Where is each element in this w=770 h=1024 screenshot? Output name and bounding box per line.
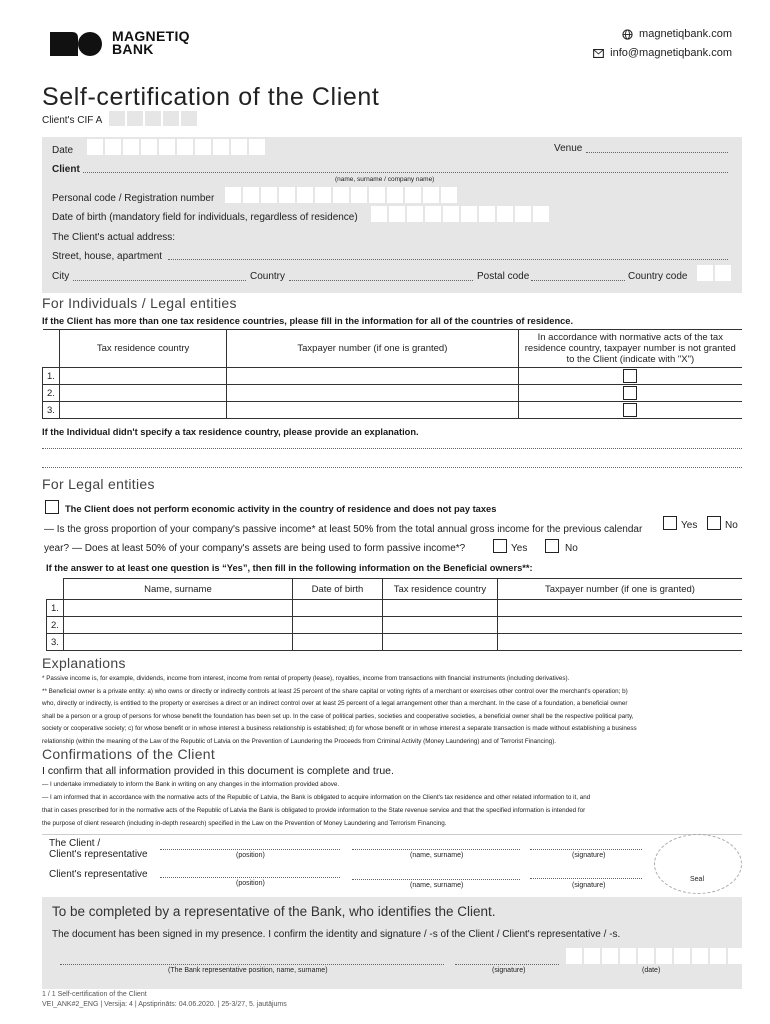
client-name-hint: (name, surname / company name) <box>335 176 435 183</box>
email-contact[interactable] <box>593 47 732 59</box>
taxpayer-number-cell[interactable] <box>227 402 518 419</box>
no-economic-activity-checkbox[interactable] <box>45 500 59 514</box>
postal-code-label: Postal code <box>477 271 530 282</box>
table-row <box>47 617 743 634</box>
row-number: 2. <box>47 617 64 634</box>
cif-input-boxes[interactable] <box>109 111 197 126</box>
bo-tax-country-cell[interactable] <box>382 600 497 617</box>
passive-income-question: — Is the gross proportion of your company's passive income* at least 50% from the total annual gross income for the previous calendar <box>44 524 643 535</box>
rep-position-field[interactable] <box>160 869 340 878</box>
table-row <box>43 368 743 385</box>
bo-name-cell[interactable] <box>63 634 292 651</box>
bo-name-cell[interactable] <box>63 617 292 634</box>
bank-date-caption: (date) <box>642 967 661 974</box>
dob-boxes[interactable] <box>371 206 549 222</box>
confirmation-line: the purpose of client research (including in-depth research) specified in the Law on the Prevention of Money Laundering and Terrorism Financing. <box>42 820 447 827</box>
confirmation-line: — I am informed that in accordance with the normative acts of the Republic of Latvia, the Bank is obligated to acquire information on the Client's tax residence and other related information to it, and <box>42 794 591 801</box>
row-number: 1. <box>47 600 64 617</box>
row-number: 2. <box>43 385 60 402</box>
confirm-statement: I confirm that all information provided in this document is complete and true. <box>42 765 394 777</box>
q2-no-checkbox[interactable] <box>545 539 559 553</box>
country-code-label: Country code <box>628 271 688 282</box>
bank-heading: To be completed by a representative of the Bank, who identifies the Client. <box>52 904 496 919</box>
explanation-instruction: If the Individual didn't specify a tax residence country, please provide an explanation. <box>42 427 419 437</box>
q2-yes-checkbox[interactable] <box>493 539 507 553</box>
bo-taxpayer-header: Taxpayer number (if one is granted) <box>497 579 742 600</box>
taxpayer-number-cell[interactable] <box>227 385 518 402</box>
bo-dob-header: Date of birth <box>292 579 382 600</box>
individuals-instruction: If the Client has more than one tax residence countries, please fill in the information for all of the countries of residence. <box>42 316 574 326</box>
tax-residence-table <box>42 329 742 419</box>
bo-dob-cell[interactable] <box>292 634 382 651</box>
row-number: 3. <box>47 634 64 651</box>
q2-no-label: No <box>565 543 578 554</box>
bo-dob-cell[interactable] <box>292 600 382 617</box>
bo-name-cell[interactable] <box>63 600 292 617</box>
globe-icon <box>622 29 633 40</box>
date-input-boxes[interactable] <box>87 139 265 155</box>
venue-field[interactable] <box>586 144 728 153</box>
taxpayer-number-cell[interactable] <box>227 368 518 385</box>
brand-name <box>112 30 190 56</box>
explanation-line: * Passive income is, for example, dividends, income from interest, income from rental of property (lease), royalties, income from transactions with financial instruments (including derivatives). <box>42 675 570 682</box>
tax-country-header: Tax residence country <box>59 330 226 368</box>
client-signature-field[interactable] <box>530 841 642 850</box>
tax-country-cell[interactable] <box>59 402 226 419</box>
footer-page: 1 / 1 Self-certification of the Client <box>42 991 147 998</box>
cif-label: Client's CIF A <box>42 115 103 126</box>
dob-label: Date of birth (mandatory field for individuals, regardless of residence) <box>52 212 358 223</box>
q1-yes-label: Yes <box>681 520 698 531</box>
no-taxpayer-checkbox[interactable] <box>623 369 637 383</box>
table-row <box>47 600 743 617</box>
q2-yes-label: Yes <box>511 543 528 554</box>
table-row <box>47 634 743 651</box>
position-caption: (position) <box>236 880 265 887</box>
city-field[interactable] <box>73 272 246 281</box>
table-row <box>43 402 743 419</box>
bank-signature-caption: (signature) <box>492 967 526 974</box>
client-name-field[interactable] <box>83 164 728 173</box>
client-name-sign-field[interactable] <box>352 841 520 850</box>
website-contact[interactable] <box>622 28 732 40</box>
street-label: Street, house, apartment <box>52 251 163 262</box>
row-number: 3. <box>43 402 60 419</box>
brand-line1: MAGNETIQ <box>112 28 190 44</box>
legal-heading: For Legal entities <box>42 476 155 492</box>
explanation-line: society or cooperative society; c) for whose benefit or in whose interest a business relationship is established; d) for whose benefit or in whose interest a separate transaction is made without establishing a business <box>42 725 637 732</box>
mail-icon <box>593 49 604 58</box>
table-row <box>43 385 743 402</box>
bo-taxpayer-cell[interactable] <box>497 617 742 634</box>
bank-rep-field[interactable] <box>60 957 444 965</box>
country-label: Country <box>250 271 286 282</box>
bank-date-boxes[interactable] <box>566 948 744 964</box>
address-label: The Client's actual address: <box>52 232 176 243</box>
venue-label: Venue <box>554 143 583 154</box>
bo-tax-country-cell[interactable] <box>382 634 497 651</box>
bo-name-header: Name, surname <box>63 579 292 600</box>
footer-doc-id: VEI_ANK#2_ENG | Versija: 4 | Apstiprināts: 04.06.2020. | 25-3/27, 5. jautājums <box>42 1001 287 1008</box>
name-caption: (name, surname) <box>410 882 464 889</box>
confirmation-line: — I undertake immediately to inform the Bank in writing on any changes in the information provided above. <box>42 781 340 788</box>
confirmations-heading: Confirmations of the Client <box>42 746 216 762</box>
no-taxpayer-checkbox[interactable] <box>623 403 637 417</box>
personal-code-label: Personal code / Registration number <box>52 193 215 204</box>
website-link[interactable]: magnetiqbank.com <box>639 28 732 40</box>
q1-no-checkbox[interactable] <box>707 516 721 530</box>
client-position-field[interactable] <box>160 841 340 850</box>
tax-country-cell[interactable] <box>59 385 226 402</box>
page-title: Self-certification of the Client <box>42 83 380 111</box>
explanations-text <box>42 673 747 748</box>
date-label: Date <box>52 145 74 156</box>
seal-area <box>654 834 742 894</box>
explanations-heading: Explanations <box>42 655 126 671</box>
passive-assets-question: — Does at least 50% of your company's assets are being used to form passive income*? <box>72 543 466 554</box>
country-code-boxes[interactable] <box>697 265 731 281</box>
street-field[interactable] <box>168 251 728 260</box>
beneficial-owners-instruction: If the answer to at least one question is “Yes”, then fill in the following information on the Beneficial owners**: <box>46 563 533 573</box>
confirmation-clauses <box>42 778 747 830</box>
passive-income-question-cont: year? <box>44 543 70 554</box>
signature-caption: (signature) <box>572 852 606 859</box>
client-sign-label-2: Client's representative <box>49 849 148 860</box>
bo-taxpayer-cell[interactable] <box>497 634 742 651</box>
brand-line2: BANK <box>112 41 154 57</box>
name-caption: (name, surname) <box>410 852 464 859</box>
bo-tax-country-cell[interactable] <box>382 617 497 634</box>
explanation-line: shall be a person or a group of persons for whose benefit the foundation has been set up. In the case of political parties, societies and cooperative societies, a beneficial owner shall be the respective political party, <box>42 712 634 720</box>
no-taxpayer-checkbox[interactable] <box>623 386 637 400</box>
row-number: 1. <box>43 368 60 385</box>
q1-yes-checkbox[interactable] <box>663 516 677 530</box>
explanation-line: relationship (within the meaning of the Law of the Republic of Latvia on the Prevention of Laundering the Proceeds from Criminal Activity (Money Laundering) and of Terrorist Financing). <box>42 737 557 745</box>
explanation-line: who, directly or indirectly, is entitled to the property or exercises a direct or an indirect control over at least 25 percent of a legal arrangement other than a merchant. In the case of a foundation, a beneficial owner <box>42 700 628 707</box>
bo-dob-cell[interactable] <box>292 617 382 634</box>
position-caption: (position) <box>236 852 265 859</box>
client-label: Client <box>52 164 80 175</box>
seal-caption: Seal <box>690 876 705 883</box>
explanation-line: ** Beneficial owner is a private entity: a) who owns or directly or indirectly controls at least 25 percent of the share capital or voting rights of a merchant or exercises other control over the merchant's operation; b) <box>42 687 628 695</box>
tax-country-cell[interactable] <box>59 368 226 385</box>
taxpayer-number-header: Taxpayer number (if one is granted) <box>227 330 518 368</box>
bank-signature-field[interactable] <box>455 957 559 965</box>
beneficial-owners-table <box>46 578 742 651</box>
bo-tax-country-header: Tax residence country <box>382 579 497 600</box>
no-taxpayer-header: In accordance with normative acts of the tax residence country, taxpayer number is not granted to the Client (indicate with "X") <box>518 330 742 368</box>
q1-no-label: No <box>725 520 738 531</box>
rep-sign-label: Client's representative <box>49 869 148 880</box>
signature-caption: (signature) <box>572 882 606 889</box>
bank-statement: The document has been signed in my presence. I confirm the identity and signature / -s of the Client / Client's representative / -s. <box>52 929 621 940</box>
email-link[interactable]: info@magnetiqbank.com <box>610 47 732 59</box>
explanation-line-1[interactable] <box>42 440 742 449</box>
no-economic-activity-label: The Client does not perform economic activity in the country of residence and does not pay taxes <box>65 504 497 514</box>
client-sign-label: The Client / <box>49 838 101 849</box>
bo-taxpayer-cell[interactable] <box>497 600 742 617</box>
personal-code-boxes[interactable] <box>225 187 457 203</box>
individuals-heading: For Individuals / Legal entities <box>42 295 237 311</box>
rep-signature-field[interactable] <box>530 870 642 879</box>
brand-logo-icon <box>50 30 102 58</box>
postal-code-field[interactable] <box>531 272 625 281</box>
city-label: City <box>52 271 70 282</box>
country-field[interactable] <box>289 272 473 281</box>
explanation-line-2[interactable] <box>42 459 742 468</box>
rep-name-field[interactable] <box>352 871 520 880</box>
confirmation-line: that in cases prescribed for in the normative acts of the Republic of Latvia the Bank is obligated to provide information to the State revenue service and that the specified information is intended for <box>42 807 586 814</box>
bank-rep-caption: (The Bank representative position, name, surname) <box>168 967 328 974</box>
